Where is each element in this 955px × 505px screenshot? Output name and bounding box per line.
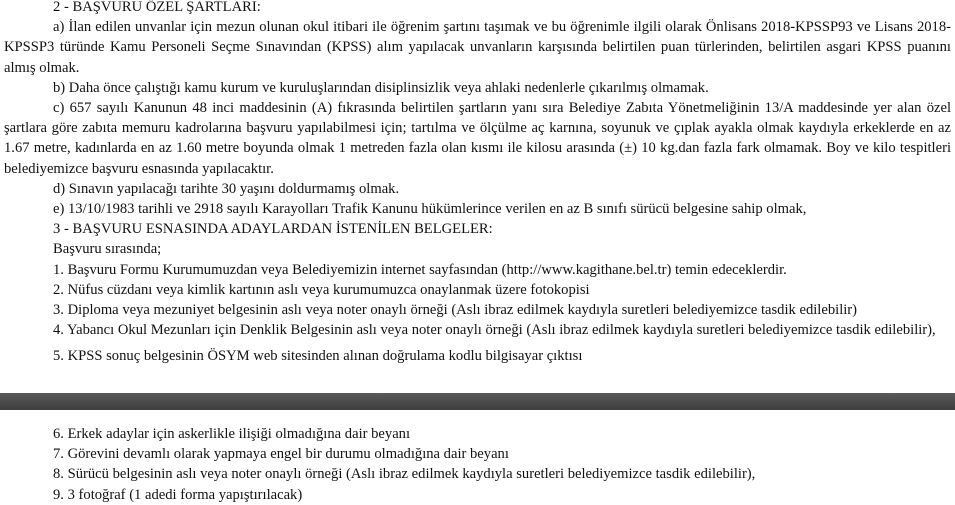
section-3-heading: 3 - BAŞVURU ESNASINDA ADAYLARDAN İSTENİLEN BELGELER: <box>53 221 493 238</box>
requirement-d: d) Sınavın yapılacağı tarihte 30 yaşını doldurmamış olmak. <box>53 180 400 197</box>
requirement-e: e) 13/10/1983 tarihli ve 2918 sayılı Karayolları Trafik Kanunu hükümlerince verilen en az B sınıfı sürücü belgesine sahip olmak, <box>53 201 807 218</box>
document-item-9: 9. 3 fotoğraf (1 adedi forma yapıştırılacak) <box>53 486 303 503</box>
document-item-4: 4. Yabancı Okul Mezunları için Denklik Belgesinin aslı veya noter onaylı örneği (Aslı ibraz edilmek kaydıyla suretleri belediyemizce tasdik edilebilir), <box>53 322 936 339</box>
document-item-5: 5. KPSS sonuç belgesinin ÖSYM web sitesinden alınan doğrulama kodlu bilgisayar çıktısı <box>53 348 583 365</box>
document-item-2: 2. Nüfus cüzdanı veya kimlik kartının aslı veya kurumumuzca onaylanmak üzere fotokopisi <box>53 281 590 298</box>
section-2-heading: 2 - BAŞVURU ÖZEL ŞARTLARI: <box>53 0 261 15</box>
document-lower-section <box>0 424 955 505</box>
document-item-1: 1. Başvuru Formu Kurumumuzdan veya Belediyemizin internet sayfasından (http://www.kagithane.bel.tr) temin edeceklerdir. <box>53 261 787 278</box>
requirement-b: b) Daha önce çalıştığı kamu kurum ve kuruluşlarından disiplinsizlik veya ahlaki nedenlerle çıkarılmış olmamak. <box>53 79 709 96</box>
document-item-3: 3. Diploma veya mezuniyet belgesinin aslı veya noter onaylı örneği (Aslı ibraz edilmek kaydıyla suretleri belediyemizce tasdik edilebilir) <box>53 302 858 319</box>
page-divider <box>0 393 955 410</box>
requirement-a: a) İlan edilen unvanlar için mezun olunan okul itibari ile öğrenim şartını taşımak ve bu öğrenimle ilgili olarak Önlisans 2018-KPSSP93 ve Lisans 2018-KPSSP3 türünde Kamu Personeli Seçme Sınavından (KPSS) alım yapılacak unvanların karşısında belirtilen puan türlerinden, belirtilen asgari KPSS puanını almış olmak. <box>4 19 951 76</box>
section-3-intro: Başvuru sırasında; <box>53 241 162 258</box>
document-item-6: 6. Erkek adaylar için askerlikle ilişiği olmadığına dair beyanı <box>53 426 411 442</box>
document-item-8: 8. Sürücü belgesinin aslı veya noter onaylı örneği (Aslı ibraz edilmek kaydıyla suretleri belediyemizce tasdik edilebilir), <box>53 466 756 483</box>
requirement-c: c) 657 sayılı Kanunun 48 inci maddesinin (A) fıkrasında belirtilen şartların yanı sıra Belediye Zabıta Yönetmeliğinin 13/A maddesinde yer alan özel şartlara göre zabıta memuru kadrolarına başvuru yapılabilmesi için; tartılma ve ölçülme aç karnına, soyunuk ve çıplak ayakla olmak kaydıyla erkeklerde en az 1.67 metre, kadınlarda en az 1.60 metre boyunda olmak 1 metreden fazla olan kısmı ile kilosu arasında (±) 10 kg.dan fazla fark olmamak. Boy ve kilo tespitleri belediyemizce başvuru esnasında yapılacaktır. <box>4 100 951 177</box>
document-item-7: 7. Görevini devamlı olarak yapmaya engel bir durumu olmadığına dair beyanı <box>53 446 509 463</box>
